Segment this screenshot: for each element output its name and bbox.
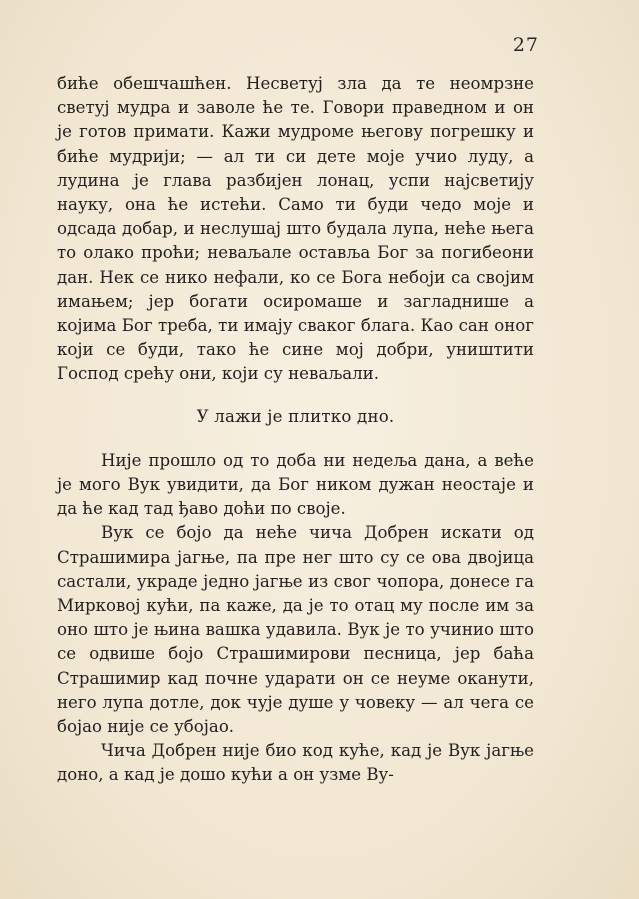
page-number: 27 [512, 34, 539, 56]
paragraph: Вук се бојо да неће чича Добрен искати од Страшимира јагње, па пре нег што су се ова двојица састали, украде једно јагње из свог чопора, донесе га Мирковој кући, па каже, да је то отац му после им за оно што је њина вашка удавила. Вук је то учинио што се одвише бојо Страшимирови песница, јер баћа Страшимир кад почне ударати он се неуме оканути, него лупа дотле, док чује душе у човеку — ал чега се бојао није се убојао. [57, 523, 534, 737]
page-text [57, 72, 534, 788]
paragraph: Није прошло од то доба ни недеља дана, а веће је мого Вук увидити, да Бог ником дужан неостаје и да ће кад тад ђаво доћи по своје. [57, 450, 534, 519]
section-heading: У лажи је плитко дно. [196, 406, 395, 426]
paragraph-continued: биће обешчашћен. Несветуј зла да те неомрзне светуј мудра и заволе ће те. Говори праведном и он је готов примати. Кажи мудроме његову погрешку и биће мудрији; — ал ти си дете моје учио луду, а лудина је глава разбијен лонац, успи најсветију науку, она ће истећи. Само ти буди чедо моје и одсада добар, и неслушај што будала лупа, неће њега то олако проћи; неваљале оставља Бог за погибеони дан. Нек се нико нефали, ко се Бога небоји са својим имањем; јер богати осиромаше и загладнише а којима Бог треба, ти имају сваког блага. Као сан оног који се буди, тако ће сине мој добри, уништити Господ срећу они, који су неваљали. [57, 74, 534, 384]
paragraph: Чича Добрен није био код куће, кад је Вук јагње доно, а кад је дошо кући а он узме Ву- [57, 741, 534, 785]
